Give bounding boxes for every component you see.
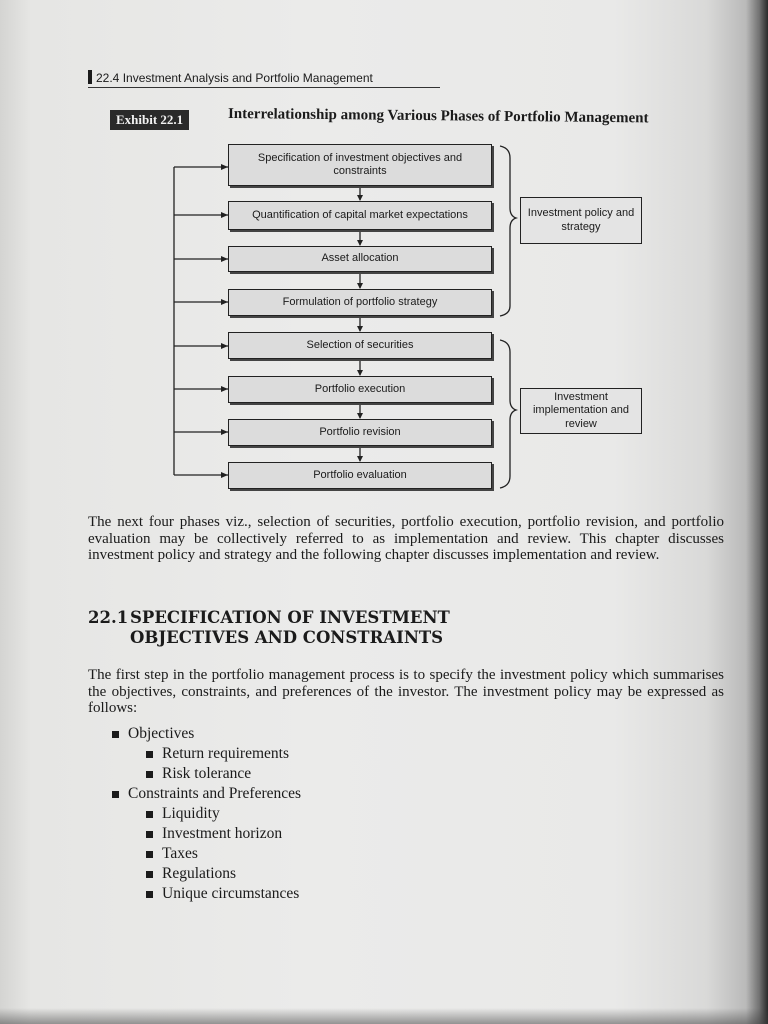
phase-box-revision: Portfolio revision [228,419,492,446]
list-item [112,724,301,744]
phase-box-quantification: Quantification of capital market expectations [228,201,492,230]
list-item-label: Constraints and Preferences [128,785,302,802]
section-number: 22.1 [88,608,129,627]
list-item-label: Regulations [162,865,237,882]
list-item-label: Liquidity [162,805,220,822]
body-paragraph: The next four phases viz., selection of securities, portfolio execution, portfolio revision, and portfolio evaluation may be collectively referred to as implementation and review. This chapter discusses investment policy and strategy and the following chapter discusses implementation and review. [88,514,724,563]
list-item [112,824,301,844]
running-head-text: 22.4 Investment Analysis and Portfolio Management [96,71,373,85]
section-heading [88,608,450,648]
section-title-line2: OBJECTIVES AND CONSTRAINTS [130,628,444,647]
intro-paragraph: The first step in the portfolio management process is to specify the investment policy which summarises the objectives, constraints, and preferences of the investor. The investment policy may be expressed as follows: [88,667,724,716]
bullet-square-icon [146,831,153,838]
bullet-square-icon [146,851,153,858]
list-item-label: Investment horizon [162,825,283,842]
list-item [112,884,301,904]
bullet-square-icon [112,731,119,738]
bullet-square-icon [112,791,119,798]
bullet-square-icon [146,771,153,778]
list-item-label: Unique circumstances [162,885,300,902]
group-box-policy-strategy: Investment policy and strategy [520,197,642,244]
list-item-label: Objectives [128,725,195,742]
phase-box-execution: Portfolio execution [228,376,492,403]
bullet-square-icon [146,811,153,818]
list-item-label: Return requirements [162,745,289,762]
phase-box-asset-allocation: Asset allocation [228,246,492,272]
bullet-square-icon [146,751,153,758]
list-item [112,784,301,804]
list-item [112,744,301,764]
phase-box-specification: Specification of investment objectives and constraints [228,144,492,186]
list-item [112,844,301,864]
group-box-implementation-review: Investment implementation and review [520,388,642,434]
phase-box-evaluation: Portfolio evaluation [228,462,492,489]
list-item [112,764,301,784]
exhibit-title: Interrelationship among Various Phases of Portfolio Management [227,106,649,127]
phase-box-selection: Selection of securities [228,332,492,359]
section-title-line1: SPECIFICATION OF INVESTMENT [130,608,450,627]
exhibit-badge: Exhibit 22.1 [110,110,189,130]
bullet-list [112,724,301,904]
list-item-label: Risk tolerance [162,765,252,782]
list-item-label: Taxes [162,845,198,862]
bullet-square-icon [146,891,153,898]
list-item [112,864,301,884]
phase-box-strategy: Formulation of portfolio strategy [228,289,492,316]
bullet-square-icon [146,871,153,878]
page-bottom-shadow [0,1008,768,1024]
list-item [112,804,301,824]
